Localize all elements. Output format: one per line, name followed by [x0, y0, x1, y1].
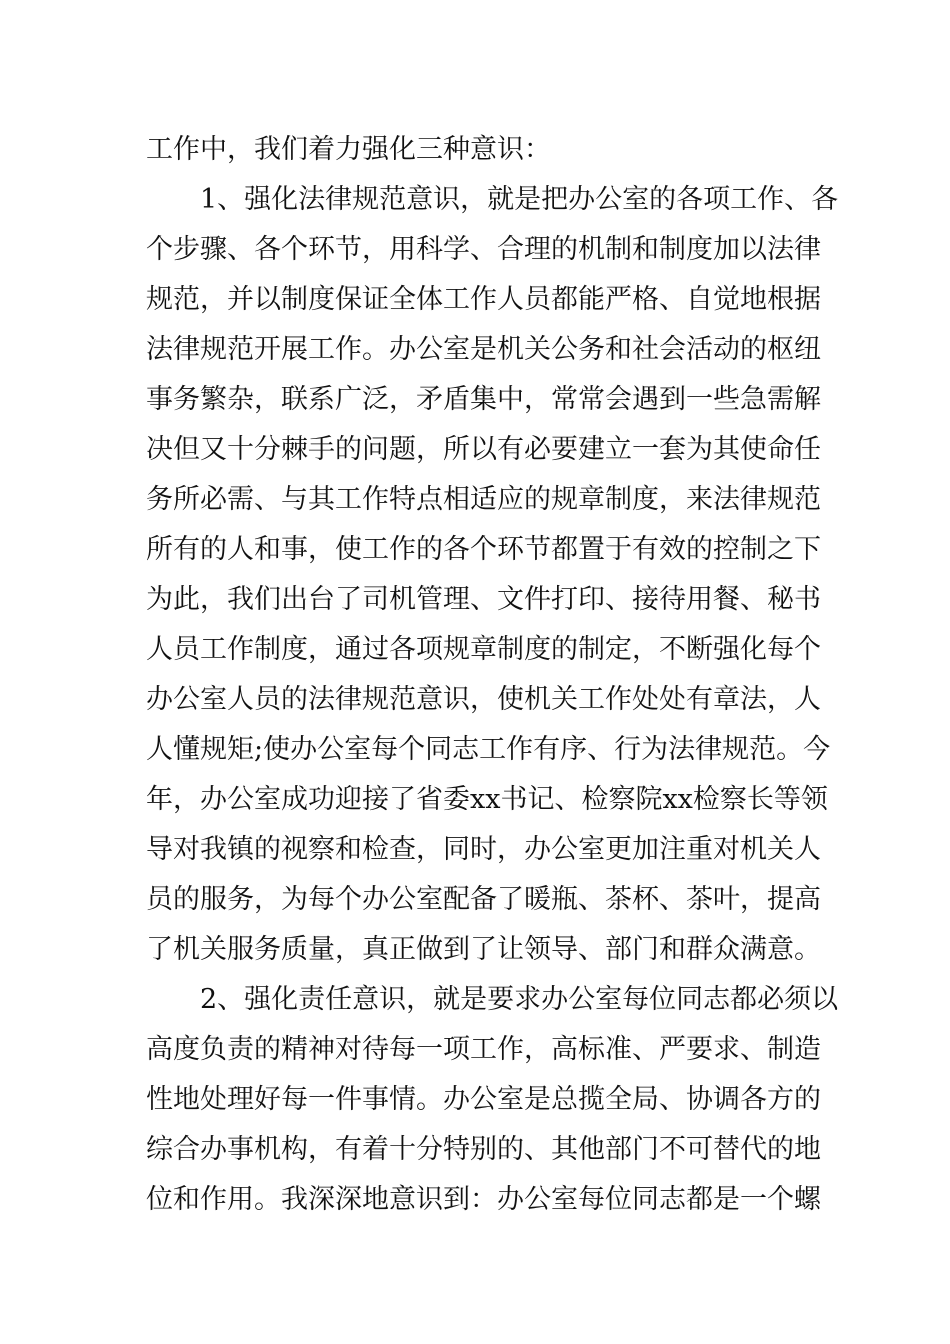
- text-line-16: 员的服务，为每个办公室配备了暖瓶、茶杯、茶叶，提高: [146, 884, 821, 915]
- text-line-9: 所有的人和事，使工作的各个环节都置于有效的控制之下: [146, 534, 821, 565]
- text-line-22: 位和作用。我深深地意识到：办公室每位同志都是一个螺: [146, 1184, 821, 1215]
- text-line-5: 法律规范开展工作。办公室是机关公务和社会活动的枢纽: [146, 334, 821, 365]
- text-line-15: 导对我镇的视察和检查，同时，办公室更加注重对机关人: [146, 834, 821, 865]
- text-line-12: 办公室人员的法律规范意识，使机关工作处处有章法，人: [146, 684, 821, 715]
- text-line-2: 1、强化法律规范意识，就是把办公室的各项工作、各: [200, 184, 839, 215]
- text-line-20: 性地处理好每一件事情。办公室是总揽全局、协调各方的: [146, 1084, 821, 1115]
- text-line-19: 高度负责的精神对待每一项工作，高标准、严要求、制造: [146, 1034, 821, 1065]
- text-line-17: 了机关服务质量，真正做到了让领导、部门和群众满意。: [146, 934, 821, 965]
- text-line-1: 工作中，我们着力强化三种意识：: [146, 134, 551, 165]
- text-line-6: 事务繁杂，联系广泛，矛盾集中，常常会遇到一些急需解: [146, 384, 821, 415]
- text-line-10: 为此，我们出台了司机管理、文件打印、接待用餐、秘书: [146, 584, 821, 615]
- text-line-4: 规范，并以制度保证全体工作人员都能严格、自觉地根据: [146, 284, 821, 315]
- text-line-3: 个步骤、各个环节，用科学、合理的机制和制度加以法律: [146, 234, 821, 265]
- text-line-7: 决但又十分棘手的问题，所以有必要建立一套为其使命任: [146, 434, 821, 465]
- text-line-8: 务所必需、与其工作特点相适应的规章制度，来法律规范: [146, 484, 821, 515]
- text-line-18: 2、强化责任意识，就是要求办公室每位同志都必须以: [200, 984, 839, 1015]
- text-line-11: 人员工作制度，通过各项规章制度的制定，不断强化每个: [146, 634, 821, 665]
- text-line-14: 年，办公室成功迎接了省委xx书记、检察院xx检察长等领: [146, 784, 828, 815]
- text-line-21: 综合办事机构，有着十分特别的、其他部门不可替代的地: [146, 1134, 821, 1165]
- text-line-13: 人懂规矩;使办公室每个同志工作有序、行为法律规范。今: [146, 734, 831, 765]
